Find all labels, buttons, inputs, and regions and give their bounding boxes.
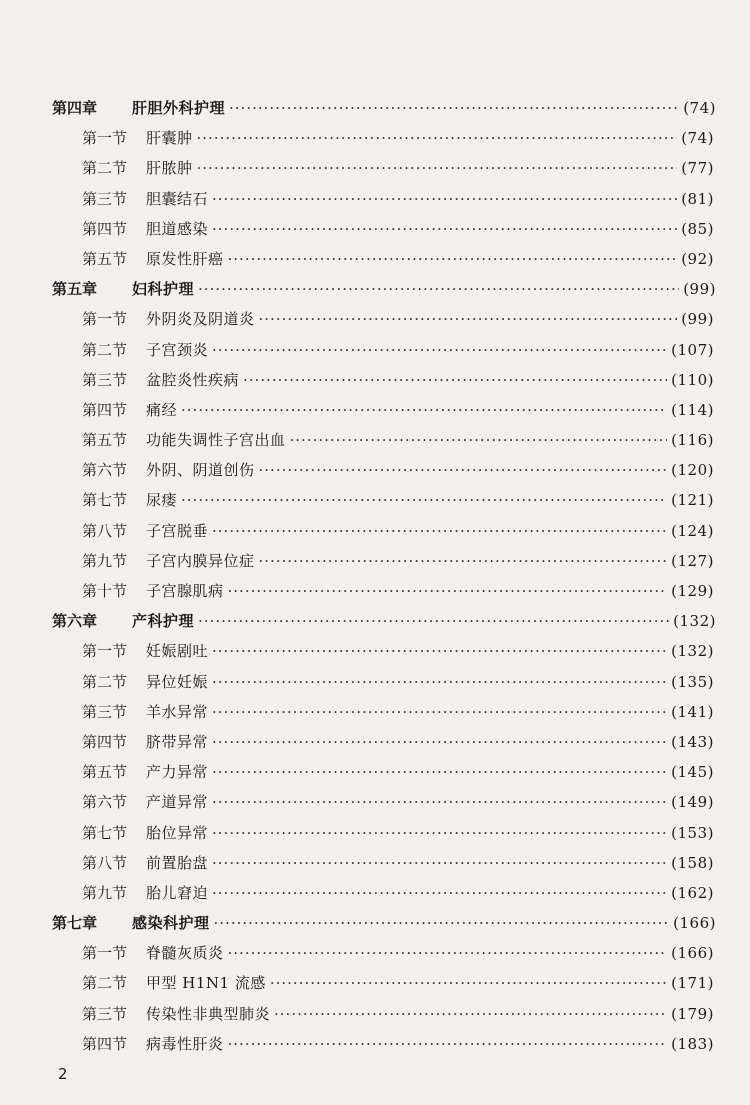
toc-entry-title: 感染科护理	[132, 914, 210, 933]
toc-section-entry	[0, 878, 750, 908]
toc-leader-dots	[212, 667, 667, 697]
toc-entry-number: 第四节	[82, 1034, 128, 1053]
toc-section-entry	[0, 727, 750, 757]
toc-entry-title: 胎儿窘迫	[146, 883, 209, 902]
toc-section-entry	[0, 546, 750, 576]
toc-leader-dots	[212, 636, 667, 666]
toc-entry-page: (162)	[671, 883, 714, 902]
toc-section-entry	[0, 818, 750, 848]
toc-entry-page: (110)	[671, 370, 714, 389]
toc-section-entry	[0, 335, 750, 365]
toc-leader-dots	[212, 214, 677, 244]
toc-leader-dots	[212, 787, 667, 817]
toc-entry-title: 原发性肝癌	[146, 249, 224, 268]
toc-entry-page: (145)	[671, 763, 714, 782]
toc-entry-number: 第九节	[82, 883, 128, 902]
toc-entry-page: (120)	[671, 461, 714, 480]
toc-entry-number: 第七节	[82, 491, 128, 510]
toc-entry-page: (127)	[671, 551, 714, 570]
toc-leader-dots	[212, 727, 667, 757]
toc-leader-dots	[212, 184, 677, 214]
toc-entry-title: 妊娠剧吐	[146, 642, 209, 661]
toc-entry-title: 羊水异常	[146, 702, 209, 721]
toc-entry-title: 肝胆外科护理	[132, 99, 226, 117]
toc-entry-page: (114)	[671, 400, 714, 419]
toc-entry-title: 前置胎盘	[146, 853, 209, 872]
toc-entry-number: 第二节	[82, 159, 128, 178]
toc-entry-page: (74)	[681, 129, 714, 148]
toc-leader-dots	[228, 244, 678, 274]
toc-entry-page: (149)	[671, 793, 714, 812]
table-of-contents	[0, 93, 750, 1059]
toc-entry-page: (92)	[681, 249, 714, 268]
toc-entry-page: (141)	[671, 702, 714, 721]
toc-entry-title: 异位妊娠	[146, 672, 209, 691]
toc-leader-dots	[228, 576, 668, 606]
toc-leader-dots	[290, 425, 668, 455]
toc-section-entry	[0, 123, 750, 153]
toc-leader-dots	[197, 153, 678, 183]
toc-entry-title: 外阴炎及阴道炎	[146, 310, 255, 329]
toc-entry-number: 第二节	[82, 340, 128, 359]
toc-leader-dots	[270, 968, 667, 998]
toc-entry-number: 第三节	[82, 189, 128, 208]
toc-entry-number: 第六节	[82, 793, 128, 812]
toc-chapter-entry	[0, 93, 750, 123]
toc-entry-page: (99)	[681, 310, 714, 329]
toc-entry-title: 子宫内膜异位症	[146, 551, 255, 570]
toc-leader-dots	[212, 818, 667, 848]
toc-leader-dots	[212, 757, 667, 787]
toc-leader-dots	[212, 878, 667, 908]
toc-entry-page: (85)	[681, 219, 714, 238]
toc-leader-dots	[212, 335, 667, 365]
toc-entry-number: 第八节	[82, 853, 128, 872]
toc-entry-number: 第九节	[82, 551, 128, 570]
toc-leader-dots	[228, 938, 668, 968]
toc-section-entry	[0, 153, 750, 183]
toc-entry-page: (124)	[671, 521, 714, 540]
toc-entry-title: 功能失调性子宫出血	[146, 431, 286, 450]
toc-entry-page: (132)	[671, 642, 714, 661]
toc-section-entry	[0, 1029, 750, 1059]
toc-entry-title: 产力异常	[146, 763, 209, 782]
toc-entry-number: 第四章	[52, 99, 98, 117]
toc-leader-dots	[181, 485, 667, 515]
toc-section-entry	[0, 425, 750, 455]
toc-chapter-entry	[0, 908, 750, 938]
toc-entry-page: (99)	[683, 280, 716, 299]
toc-leader-dots	[212, 516, 667, 546]
toc-entry-number: 第十节	[82, 582, 128, 600]
toc-section-entry	[0, 848, 750, 878]
toc-section-entry	[0, 968, 750, 998]
toc-leader-dots	[229, 93, 679, 123]
toc-chapter-entry	[0, 606, 750, 636]
toc-entry-number: 第三节	[82, 702, 128, 721]
toc-entry-number: 第一节	[82, 129, 128, 148]
toc-entry-title: 子宫腺肌病	[146, 582, 224, 600]
toc-entry-number: 第七章	[52, 914, 98, 933]
toc-entry-number: 第二节	[82, 672, 128, 691]
toc-entry-number: 第五节	[82, 249, 128, 268]
toc-entry-page: (183)	[671, 1034, 714, 1053]
toc-entry-title: 脐带异常	[146, 732, 209, 751]
toc-section-entry	[0, 395, 750, 425]
toc-entry-page: (81)	[681, 189, 714, 208]
toc-section-entry	[0, 214, 750, 244]
toc-leader-dots	[197, 123, 678, 153]
toc-entry-number: 第一节	[82, 944, 128, 963]
toc-leader-dots	[181, 395, 667, 425]
toc-entry-number: 第三节	[82, 370, 128, 389]
toc-entry-title: 子宫颈炎	[146, 340, 209, 359]
toc-section-entry	[0, 999, 750, 1029]
toc-chapter-entry	[0, 274, 750, 304]
toc-leader-dots	[214, 908, 670, 938]
toc-entry-title: 妇科护理	[132, 280, 195, 299]
toc-leader-dots	[228, 1029, 668, 1059]
toc-section-entry	[0, 697, 750, 727]
toc-entry-page: (77)	[681, 159, 714, 178]
toc-entry-title: 痛经	[146, 400, 178, 419]
toc-entry-page: (107)	[671, 340, 714, 359]
toc-leader-dots	[274, 999, 667, 1029]
toc-section-entry	[0, 667, 750, 697]
toc-entry-title: 传染性非典型肺炎	[146, 1004, 271, 1023]
toc-entry-number: 第八节	[82, 521, 128, 540]
toc-leader-dots	[198, 274, 679, 304]
toc-entry-page: (129)	[671, 582, 714, 600]
toc-entry-title: 产道异常	[146, 793, 209, 812]
toc-entry-number: 第七节	[82, 823, 128, 842]
toc-entry-page: (171)	[671, 974, 714, 993]
toc-entry-page: (166)	[671, 944, 714, 963]
toc-entry-page: (132)	[673, 612, 716, 631]
toc-section-entry	[0, 516, 750, 546]
toc-entry-number: 第五章	[52, 280, 98, 299]
toc-section-entry	[0, 485, 750, 515]
toc-leader-dots	[212, 848, 667, 878]
toc-entry-page: (179)	[671, 1004, 714, 1023]
toc-entry-page: (153)	[671, 823, 714, 842]
toc-leader-dots	[198, 606, 669, 636]
toc-entry-number: 第四节	[82, 219, 128, 238]
toc-leader-dots	[259, 546, 668, 576]
toc-entry-title: 胆囊结石	[146, 189, 209, 208]
toc-leader-dots	[212, 697, 667, 727]
toc-entry-title: 脊髓灰质炎	[146, 944, 224, 963]
toc-entry-title: 肝囊肿	[146, 129, 193, 148]
toc-entry-number: 第一节	[82, 310, 128, 329]
toc-section-entry	[0, 636, 750, 666]
toc-entry-page: (143)	[671, 732, 714, 751]
toc-section-entry	[0, 787, 750, 817]
toc-section-entry	[0, 757, 750, 787]
toc-section-entry	[0, 938, 750, 968]
toc-entry-title: 产科护理	[132, 612, 195, 631]
toc-leader-dots	[243, 365, 667, 395]
toc-entry-number: 第三节	[82, 1004, 128, 1023]
toc-section-entry	[0, 576, 750, 606]
toc-entry-number: 第五节	[82, 763, 128, 782]
toc-entry-page: (158)	[671, 853, 714, 872]
toc-section-entry	[0, 455, 750, 485]
toc-entry-page: (166)	[673, 914, 716, 933]
toc-entry-number: 第四节	[82, 732, 128, 751]
toc-entry-title: 胆道感染	[146, 219, 209, 238]
toc-leader-dots	[259, 455, 668, 485]
toc-entry-title: 甲型 H1N1 流感	[146, 974, 266, 993]
toc-section-entry	[0, 304, 750, 334]
toc-entry-title: 胎位异常	[146, 823, 209, 842]
toc-entry-number: 第六节	[82, 461, 128, 480]
toc-section-entry	[0, 244, 750, 274]
toc-entry-page: (74)	[683, 99, 716, 117]
toc-section-entry	[0, 184, 750, 214]
toc-entry-page: (116)	[671, 431, 714, 450]
toc-entry-title: 肝脓肿	[146, 159, 193, 178]
toc-entry-number: 第五节	[82, 431, 128, 450]
page-number: 2	[58, 1065, 68, 1083]
toc-entry-title: 子宫脱垂	[146, 521, 209, 540]
toc-entry-title: 盆腔炎性疾病	[146, 370, 240, 389]
toc-entry-title: 外阴、阴道创伤	[146, 461, 255, 480]
toc-entry-number: 第六章	[52, 612, 98, 631]
toc-entry-page: (135)	[671, 672, 714, 691]
toc-entry-title: 尿瘘	[146, 491, 178, 510]
toc-leader-dots	[259, 304, 678, 334]
toc-entry-number: 第四节	[82, 400, 128, 419]
toc-entry-title: 病毒性肝炎	[146, 1034, 224, 1053]
toc-entry-page: (121)	[671, 491, 714, 510]
toc-entry-number: 第一节	[82, 642, 128, 661]
toc-section-entry	[0, 365, 750, 395]
toc-entry-number: 第二节	[82, 974, 128, 993]
